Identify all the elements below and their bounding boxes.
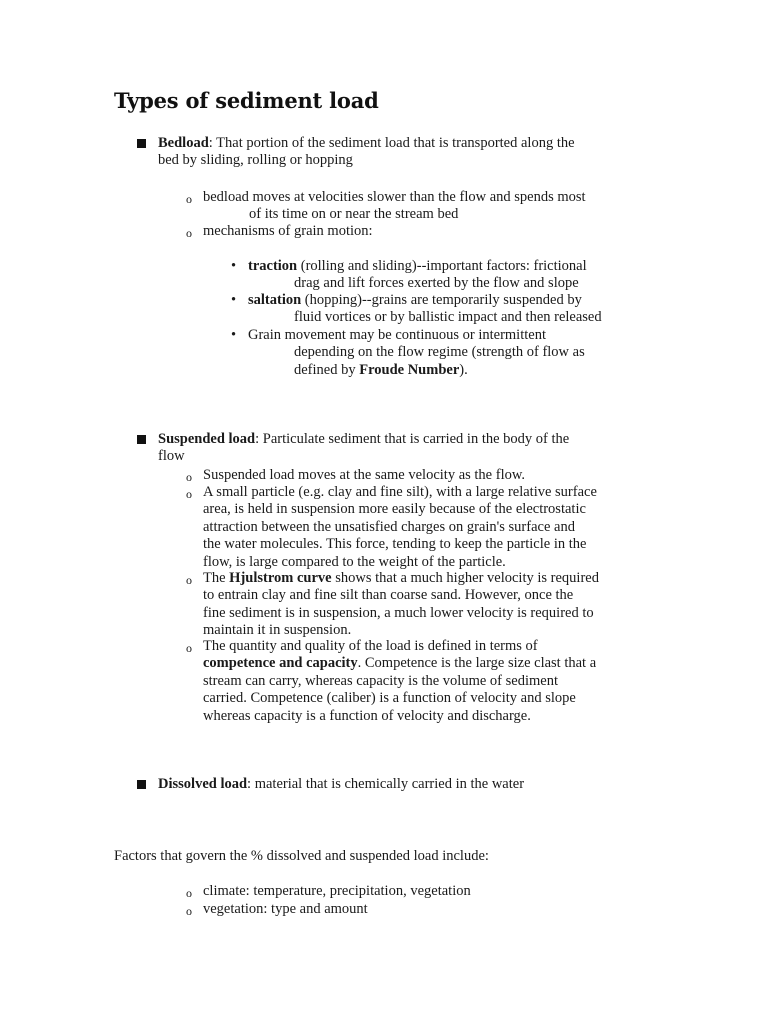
suspended-text-2: flow (158, 448, 185, 465)
dissolved-text: : material that is chemically carried in the water (247, 776, 525, 792)
mechanism-line (248, 362, 658, 379)
suspended-load-item (158, 431, 648, 466)
bedload-text-2: bed by sliding, rolling or hopping (158, 152, 353, 169)
mechanism-item (231, 292, 658, 327)
dissolved-load-item (158, 776, 648, 793)
circle-bullet-icon: o (186, 641, 192, 655)
suspended-text: . Competence is the large size clast that a (357, 655, 597, 672)
circle-bullet-icon: o (186, 904, 192, 918)
suspended-line: maintain it in suspension. (203, 622, 352, 639)
mechanism-line: drag and lift forces exerted by the flow and slope (294, 275, 579, 292)
bedload-term: Bedload (158, 135, 209, 151)
bullet-icon: • (231, 258, 237, 274)
square-bullet-icon (137, 435, 146, 444)
suspended-line: stream can carry, whereas capacity is the volume of sediment (203, 672, 558, 689)
mechanism-line: (rolling and sliding)--important factors: frictional (297, 258, 587, 274)
competence-capacity-term: competence and capacity (203, 655, 358, 672)
suspended-line: A small particle (e.g. clay and fine silt), with a large relative surface (203, 484, 597, 500)
circle-bullet-icon: o (186, 192, 192, 206)
suspended-text: The (203, 570, 230, 586)
bedload-sub-line: of its time on or near the stream bed (249, 206, 459, 223)
mechanism-term: saltation (248, 292, 302, 308)
bedload-sub-line: mechanisms of grain motion: (203, 223, 373, 239)
suspended-sub-item (186, 570, 658, 640)
suspended-sub-item (186, 484, 658, 571)
factors-intro: Factors that govern the % dissolved and suspended load include: (114, 848, 489, 864)
suspended-line: attraction between the unsatisfied charges on grain's surface and (203, 518, 575, 535)
suspended-line: flow, is large compared to the weight of the particle. (203, 553, 506, 570)
suspended-sub-item (186, 467, 658, 484)
circle-bullet-icon: o (186, 886, 192, 900)
circle-bullet-icon: o (186, 573, 192, 587)
suspended-line: The quantity and quality of the load is defined in terms of (203, 638, 538, 654)
bedload-sub-item (186, 189, 658, 224)
square-bullet-icon (137, 139, 146, 148)
factor-text: vegetation: type and amount (203, 901, 368, 917)
mechanism-line: depending on the flow regime (strength of flow as (294, 344, 585, 361)
mechanism-item (231, 327, 658, 379)
suspended-line: Suspended load moves at the same velocity as the flow. (203, 467, 526, 483)
suspended-term: Suspended load (158, 431, 256, 447)
suspended-text: shows that a much higher velocity is required (331, 570, 599, 586)
factor-item (186, 901, 658, 918)
factor-item (186, 883, 658, 900)
bedload-sub-item (186, 223, 658, 240)
suspended-line: to entrain clay and fine silt than coarse sand. However, once the (203, 587, 574, 604)
suspended-line: fine sediment is in suspension, a much lower velocity is required to (203, 604, 594, 621)
froude-number-term: Froude Number (359, 361, 460, 378)
mechanism-text: defined by (294, 361, 360, 378)
bullet-icon: • (231, 327, 237, 343)
circle-bullet-icon: o (186, 226, 192, 240)
mechanism-line: (hopping)--grains are temporarily suspended by (301, 292, 582, 308)
dissolved-term: Dissolved load (158, 776, 248, 792)
mechanism-line: fluid vortices or by ballistic impact and then released (294, 309, 602, 326)
hjulstrom-curve-term: Hjulstrom curve (229, 570, 332, 586)
suspended-text-1: : Particulate sediment that is carried in the body of the (255, 431, 570, 447)
suspended-line: the water molecules. This force, tending to keep the particle in the (203, 536, 587, 553)
bedload-item (158, 135, 648, 170)
mechanism-term: traction (248, 258, 298, 274)
suspended-sub-item (186, 638, 658, 725)
suspended-line: carried. Competence (caliber) is a function of velocity and slope (203, 690, 576, 707)
bullet-icon: • (231, 292, 237, 308)
bedload-sub-line: bedload moves at velocities slower than the flow and spends most (203, 189, 586, 205)
bedload-text-1: : That portion of the sediment load that is transported along the (208, 135, 575, 151)
mechanism-text: ). (459, 361, 468, 378)
suspended-line: whereas capacity is a function of velocity and discharge. (203, 707, 531, 724)
mechanism-item (231, 258, 658, 293)
square-bullet-icon (137, 780, 146, 789)
page-title: Types of sediment load (114, 88, 379, 113)
circle-bullet-icon: o (186, 487, 192, 501)
factor-text: climate: temperature, precipitation, vegetation (203, 883, 471, 899)
mechanism-line: Grain movement may be continuous or intermittent (248, 327, 546, 343)
suspended-line: area, is held in suspension more easily because of the electrostatic (203, 501, 586, 518)
circle-bullet-icon: o (186, 470, 192, 484)
